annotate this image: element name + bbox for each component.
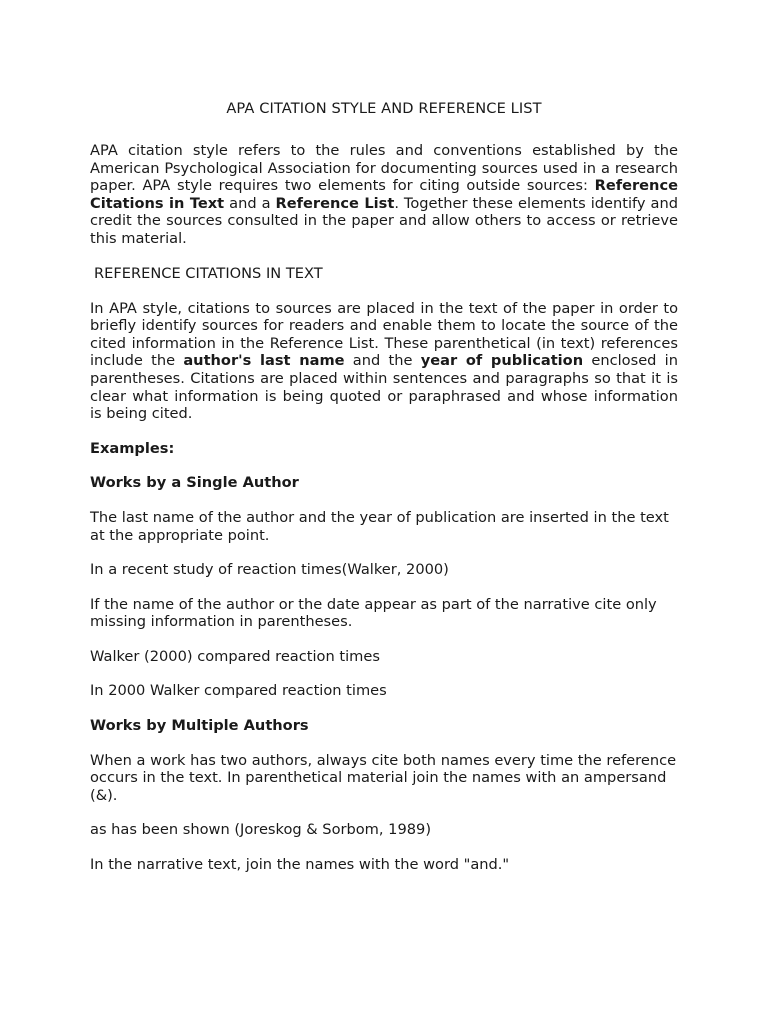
multiple-authors-note: In the narrative text, join the names with the word "and." — [90, 856, 510, 874]
single-author-description: The last name of the author and the year of publication are inserted in the text at the appropriate point. — [90, 508, 669, 544]
section-text-2: and the — [344, 352, 421, 370]
section-bold-author-name: author's last name — [183, 352, 345, 370]
section-paragraph — [90, 300, 678, 423]
single-author-example-3: In 2000 Walker compared reaction times — [90, 682, 387, 700]
single-author-heading: Works by a Single Author — [90, 474, 299, 492]
section-text-1: In APA style, citations to sources are placed in the text of the paper in order to briefly identify sources for readers and enable them to locate the source of the cited information in the Reference List. These parenthetical (in text) references include the — [90, 299, 678, 370]
intro-paragraph — [90, 142, 678, 248]
section-text-3: enclosed in parentheses. Citations are placed within sentences and paragraphs so that it is clear what information is being quoted or paraphrased and whose information is being cited. — [90, 352, 678, 423]
intro-bold-reference-list: Reference List — [275, 194, 395, 212]
multiple-authors-example-1: as has been shown (Joreskog & Sorbom, 1989) — [90, 821, 432, 839]
section-bold-year: year of publication — [420, 352, 584, 370]
document-page — [90, 100, 678, 891]
multiple-authors-description: When a work has two authors, always cite both names every time the reference occurs in the text. In parenthetical material join the names with an ampersand (&). — [90, 751, 677, 804]
intro-text-1: APA citation style refers to the rules and conventions established by the American Psychological Association for documenting sources used in a research paper. APA style requires two elements for citing outside sources: — [90, 142, 678, 195]
section-heading: REFERENCE CITATIONS IN TEXT — [94, 264, 323, 282]
single-author-note: If the name of the author or the date appear as part of the narrative cite only missing information in parentheses. — [90, 595, 657, 631]
intro-text-2: and a — [224, 194, 276, 212]
intro-text-3: . Together these elements identify and credit the sources consulted in the paper and allow others to access or retrieve this material. — [90, 194, 679, 247]
single-author-example-2: Walker (2000) compared reaction times — [90, 647, 380, 665]
document-title: APA CITATION STYLE AND REFERENCE LIST — [226, 100, 542, 117]
examples-label: Examples: — [90, 439, 175, 457]
intro-bold-reference-citations: Reference Citations in Text — [90, 177, 678, 212]
multiple-authors-heading: Works by Multiple Authors — [90, 717, 309, 735]
single-author-example-1: In a recent study of reaction times(Walker, 2000) — [90, 561, 449, 579]
